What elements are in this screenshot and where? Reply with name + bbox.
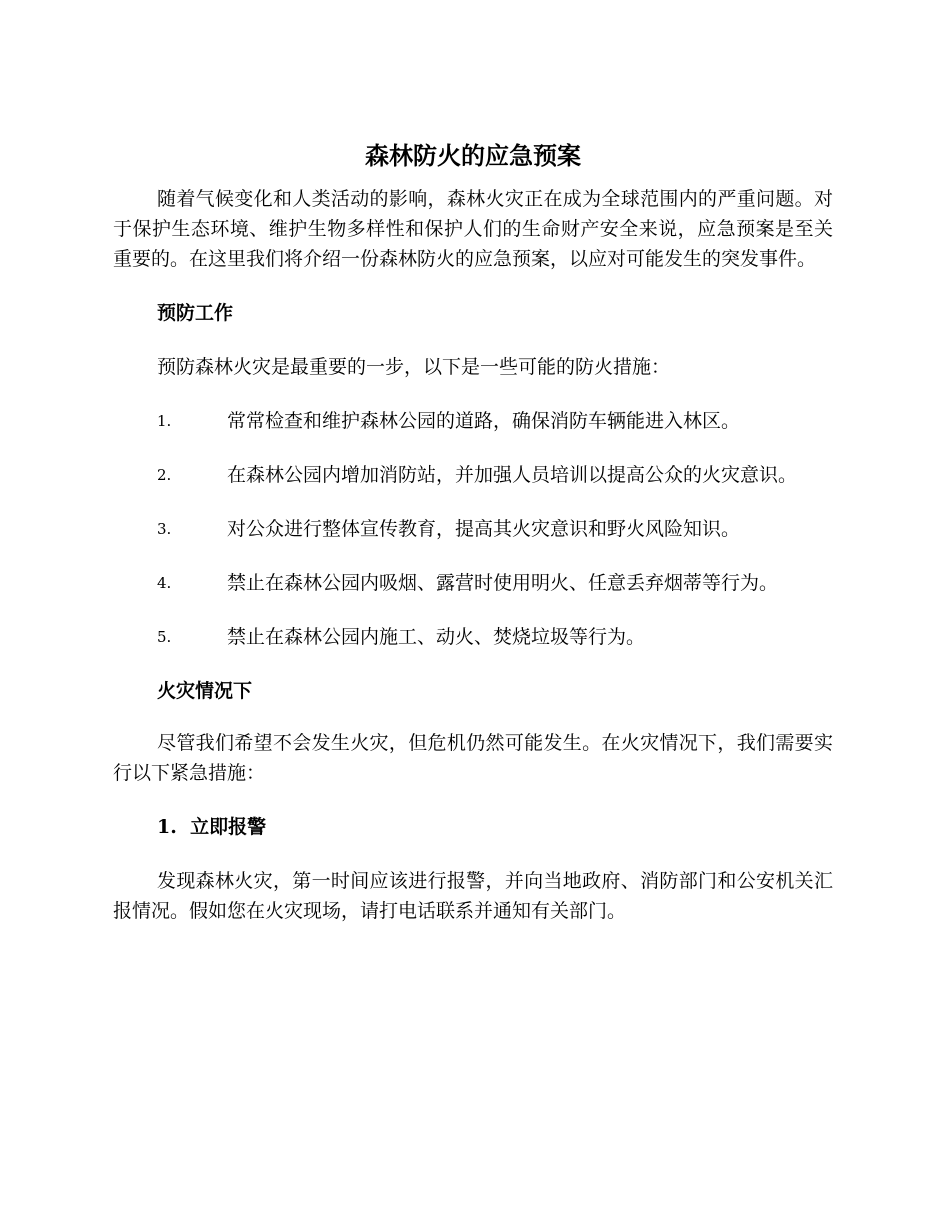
fire-lead: 尽管我们希望不会发生火灾，但危机仍然可能发生。在火灾情况下，我们需要实行以下紧急措施： — [113, 732, 833, 784]
list-item — [113, 568, 833, 598]
report-paragraph: 发现森林火灾，第一时间应该进行报警，并向当地政府、消防部门和公安机关汇报情况。假如您在火灾现场，请打电话联系并通知有关部门。 — [113, 870, 833, 922]
list-item — [113, 406, 833, 436]
list-number: 4. — [157, 574, 172, 592]
list-text: 对公众进行整体宣传教育，提高其火灾意识和野火风险知识。 — [227, 518, 741, 540]
document-page — [113, 140, 833, 926]
list-number: 5. — [157, 628, 172, 646]
list-item — [113, 622, 833, 652]
intro-paragraph: 随着气候变化和人类活动的影响，森林火灾正在成为全球范围内的严重问题。对于保护生态环境、维护生物多样性和保护人们的生命财产安全来说，应急预案是至关重要的。在这里我们将介绍一份森林防火的应急预案，以应对可能发生的突发事件。 — [113, 188, 833, 270]
document-title: 森林防火的应急预案 — [365, 141, 581, 170]
list-item — [113, 514, 833, 544]
list-number: 3. — [157, 520, 172, 538]
list-item — [113, 460, 833, 490]
list-text: 禁止在森林公园内施工、动火、焚烧垃圾等行为。 — [227, 626, 646, 648]
sub-heading-report: 1. 立即报警 — [157, 816, 267, 838]
list-number: 1. — [157, 412, 172, 430]
list-number: 2. — [157, 466, 172, 484]
section-heading-fire: 火灾情况下 — [157, 680, 253, 702]
list-text: 在森林公园内增加消防站，并加强人员培训以提高公众的火灾意识。 — [227, 464, 798, 486]
section-heading-prevention: 预防工作 — [157, 302, 234, 324]
list-text: 禁止在森林公园内吸烟、露营时使用明火、任意丢弃烟蒂等行为。 — [227, 572, 779, 594]
list-text: 常常检查和维护森林公园的道路，确保消防车辆能进入林区。 — [227, 410, 741, 432]
prevention-lead: 预防森林火灾是最重要的一步，以下是一些可能的防火措施： — [157, 356, 671, 378]
